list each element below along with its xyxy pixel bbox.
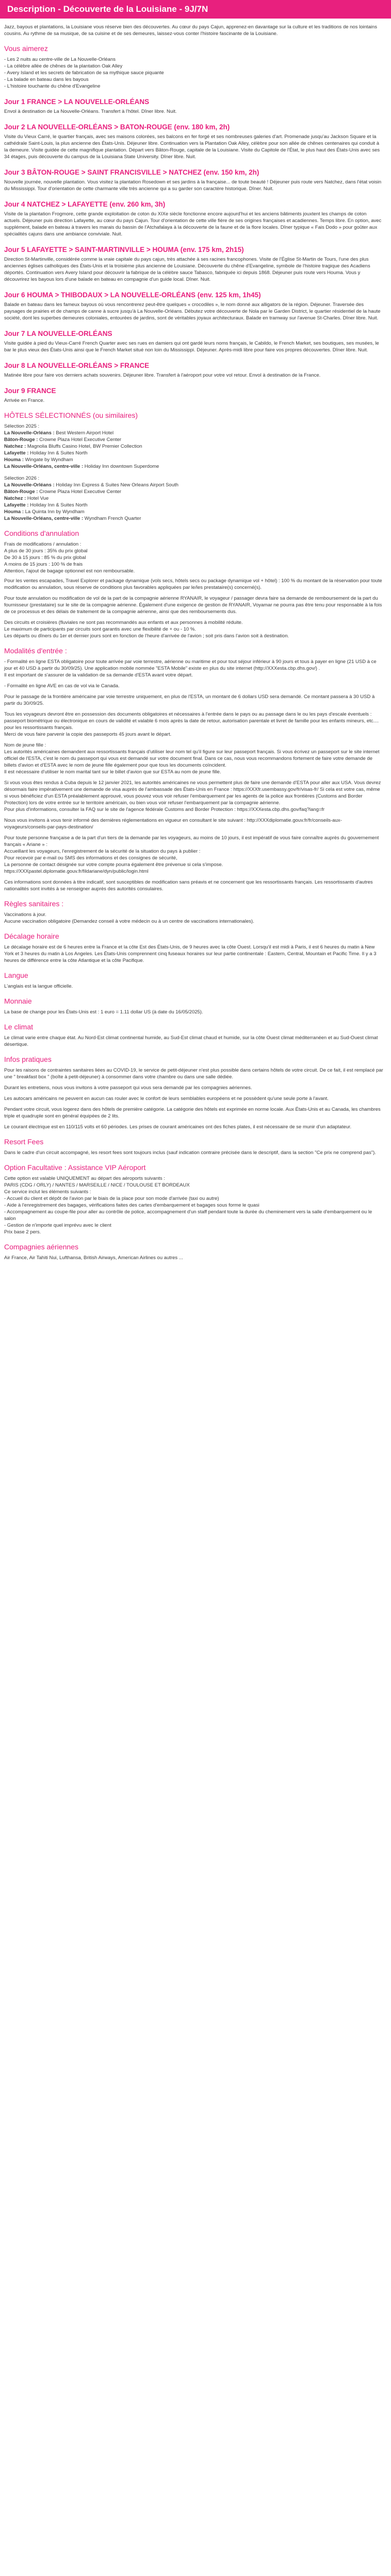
practical-text: Pendant votre circuit, vous logerez dans des hôtels de première catégorie. La catégorie des hôtels est exprimée en norme locale. Aux États-Unis et au Canada, les chambres triple et quadruple sont en général équipées de 2 lits. [4, 1107, 381, 1119]
practical-text: Les autocars américains ne peuvent en aucun cas rouler avec le confort de leurs semblables européens et ne possèdent qu'une seule porte à l'avant. [4, 1096, 329, 1101]
conditions-line: Frais de modifications / annulation : [4, 541, 82, 547]
hotel-city: Bâton-Rouge : [4, 489, 38, 495]
formalities-paragraph: Ces informations sont données à titre indicatif, sont susceptibles de modification sans préavis et ne concernent que les ressortissants français. Les ressortissants d'autres nationalités sont invités à se renseigner auprès des autorités consulaires. [4, 879, 373, 892]
formalities-paragraph: Merci de vous faire parvenir la copie des passeports 45 jours avant le départ. [4, 732, 172, 737]
conditions-body [4, 541, 384, 639]
hotel-name: Holiday Inn downtown Superdome [83, 464, 159, 469]
airlines-title: Compagnies aériennes [4, 1243, 78, 1251]
conditions-line: A plus de 30 jours : 35% du prix global [4, 548, 88, 554]
option-line: - Accueil du client et dépôt de l'avion par le biais de la place pour son mode d'arrivée (taxi ou autre) [4, 1196, 219, 1201]
day-title: Jour 6 HOUMA > THIBODAUX > LA NOUVELLE-ORLÉANS (env. 125 km, 1h45) [4, 291, 261, 299]
spacer [4, 470, 384, 475]
conditions-line: Le maximum de participants par circuits sont garantis avec une flexibilité de + ou - 10 %. [4, 626, 197, 632]
health-text: Vaccinations à jour. [4, 912, 46, 918]
practical-text: Pour les raisons de contraintes sanitaires liées au COVID-19, le service de petit-déjeuner n'est plus possible dans certains hôtels de votre circuit. De ce fait, il est remplacé par une " breakfast box " (boîte à petit-déjeuner) à consommer dans votre chambre ou dans une salle dédiée. [4, 1067, 383, 1080]
formalities-paragraph: - Formalité en ligne AVE en cas de vol via le Canada. [4, 683, 120, 689]
formalities-link[interactable]: https://XXXpastel.diplomatie.gouv.fr/fildariane/dyn/public/login.html [4, 869, 149, 874]
conditions-title: Conditions d'annulation [4, 529, 79, 537]
option-line: Ce service inclut les éléments suivants : [4, 1189, 91, 1195]
currency-title: Monnaie [4, 997, 32, 1005]
hotel-line [4, 436, 384, 443]
formalities-paragraph: Si vous vous êtes rendus à Cuba depuis le 12 janvier 2021, les autorités américaines ne vous permettent plus de faire une demande d'ESTA pour aller aux USA. Vous devrez désormais faire impérativement une demande de visa auprès de l'ambassade des États-Unis en France : https://XXXfr.usembassy.gov/fr/visas-fr/ Si cela est votre cas, même si vous bénéficiez d'un ESTA préalablement approuvé, vous pouvez vous voir refuser l'embarquement par les agents de la police aux frontières (Customs and Border Protection) lors de votre entrée sur le territoire américain, ou bien vous voir refuser l'embarquement par la compagnie aérienne. [4, 780, 381, 806]
hotels-title: HÔTELS SÉLECTIONNÉS (ou similaires) [4, 411, 138, 419]
day-title: Jour 9 FRANCE [4, 387, 56, 395]
hotel-line [4, 488, 384, 495]
formalities-paragraph: - Formalité en ligne ESTA obligatoire pour toute arrivée par voie terrestre, aérienne ou maritime et pour tout séjour inférieur à 90 jours et tous à payer en ligne (21 USD à ce jour et 40 USD à partir du 30/09/25). Une application mobile nommée "ESTA Mobile" existe en plus du site internet (http://XXXesta.cbp.dhs.gov/) . [4, 659, 377, 671]
practical-title: Infos pratiques [4, 1055, 52, 1063]
option-line: - Aide à l'enregistrement des bagages, vérifications faites des cartes d'embarquement et bagages sous forme le quasi [4, 1202, 259, 1208]
hotel-line [4, 482, 384, 488]
formalities-paragraph: La personne de contact désignée sur votre compte pourra également être prévenue si cela s'impose. [4, 862, 223, 868]
hotels-list [4, 423, 384, 522]
hotel-name: Wingate by Wyndham [24, 457, 73, 463]
hotel-city: La Nouvelle-Orléans, centre-ville : [4, 516, 84, 521]
hotel-line [4, 443, 384, 450]
hotel-name: Wyndham French Quarter [83, 516, 141, 521]
hotel-city: Bâton-Rouge : [4, 437, 38, 443]
hotel-line [4, 463, 384, 470]
conditions-paragraph: Pour les ventes escapades, Travel Explorer et package dynamique (vols secs, hôtels secs ou package dynamique vol + hôtel) : 100 % du montant de la réservation pour toute modification ou annulation, sous réserve de conditions plus favorables appliquées par le/les prestataire(s) concerné(s). [4, 578, 382, 590]
content [0, 24, 391, 1261]
conditions-line: A moins de 15 jours : 100 % de frais [4, 562, 83, 567]
day-text: Nouvelle journée, nouvelle plantation. Vous visitez la plantation Rosedown et ses jardins à la française... de toute beauté ! Déjeuner puis route vers Natchez, dans l'état voisin du Mississippi. Tour d'orientation de cette charmante ville très ancienne qui a su garder son caractère historique. Dîner. Nuit. [4, 179, 382, 192]
day-text: Arrivée en France. [4, 398, 45, 403]
highlights-title: Vous aimerez [4, 44, 48, 53]
conditions-line: Les départs ou dîners du 1er et dernier jours sont en fonction de l'heure d'arrivée de l'avion ; soit pris dans l'avion soit à destination. [4, 633, 289, 639]
hotel-city: Houma : [4, 509, 24, 515]
day-title: Jour 5 LAFAYETTE > SAINT-MARTINVILLE > HOUMA (env. 175 km, 2h15) [4, 246, 244, 253]
day-text: Envol à destination de La Nouvelle-Orléans. Transfert à l'hôtel. Dîner libre. Nuit. [4, 109, 177, 114]
option-line: PARIS (CDG / ORLY) / NANTES / MARSEILLE / NICE / TOULOUSE ET BORDEAUX [4, 1182, 190, 1188]
page-title: Description - Découverte de la Louisiane - 9J/7N [0, 0, 391, 19]
hotel-city: Lafayette : [4, 502, 29, 508]
formalities-body [4, 658, 384, 892]
formalities-paragraph: Les autorités américaines demandent aux ressortissants français d'utiliser leur nom tel qu'il figure sur leur passeport français. Si vous écrivez un passeport sur le site internet officiel de l'ESTA, c'est le nom du passeport qui vous est demandé sur votre document final. Dans ce cas, nous vous recommandons fortement de faire votre demande de billets d'avion et d'ESTA avec le nom de jeune fille également pour que tous les documents coïncident. [4, 749, 380, 768]
itinerary [4, 98, 384, 404]
conditions-line: Attention, l'ajout de bagage optionnel est non remboursable. [4, 568, 135, 574]
list-item: - Avery Island et les secrets de fabrication de sa mythique sauce piquante [4, 70, 164, 76]
day-text: Visite guidée à pied du Vieux-Carré French Quarter avec ses rues en damiers qui ont gardé leurs noms français, le Cabildo, le French Market, ses boutiques, ses musées, le bar le plus vieux des États-Unis ainsi que le French Market situé non loin du Mississippi. Déjeuner. Après-midi libre pour faire vos propres découvertes. Dîner libre. Nuit. [4, 341, 379, 353]
hotel-line [4, 456, 384, 463]
list-item: - La balade en bateau dans les bayous [4, 77, 89, 82]
formalities-title: Modalités d'entrée : [4, 647, 67, 655]
hotel-name: Holiday Inn & Suites North [28, 450, 88, 456]
hotel-line [4, 430, 384, 436]
option-body [4, 1175, 384, 1235]
formalities-paragraph: Il est important de s'assurer de la validation de sa demande d'ESTA avant votre départ. [4, 672, 193, 678]
day-text: Direction St-Martinville, considérée comme la vraie capitale du pays cajun, très attachée à ses racines francophones. Visite de l'Église St-Martin de Tours, l'une des plus anciennes églises catholiques des États-Unis et la troisième plus ancienne de Louisiane. Découverte du chêne d'Evangeline, symbole de l'histoire tragique des Acadiens déportés. Continuation vers Avery Island pour découvrir la fabrique de la célèbre sauce Tabasco, fabriquée ici depuis 1868. Déjeuner puis route vers Houma. Vous y découvrirez les bayous lors d'une balade en bateau en compagnie d'un guide local. Dîner. Nuit. [4, 257, 370, 282]
language-text: L'anglais est la langue officielle. [4, 984, 73, 989]
hotel-line [4, 495, 384, 502]
resort-fees-text: Dans le cadre d'un circuit accompagné, les resort fees sont toujours inclus (sauf indication contraire précisée dans le descriptif, dans la section "Ce prix ne comprend pas"). [4, 1150, 376, 1156]
hotel-name: Hotel Vue [26, 496, 49, 501]
hotel-name: Holiday Inn & Suites North [28, 502, 88, 508]
day-text: Balade en bateau dans les fameux bayous où vous rencontrerez peut-être quelques « crocodiles », le nom donné aux alligators de la région. Déjeuner. Traversée des paysages de prairies et de champs de canne à sucre jusqu'à La Nouvelle-Orléans. Débutez votre découverte de Nola par le Garden District, le quartier résidentiel de la haute société, dont les superbes demeures coloniales, entourées de jardins, sont de véritables joyaux architecturaux. Balade en tramway sur l'avenue St-Charles. Dîner libre. Nuit. [4, 302, 381, 321]
option-title: Option Facultative : Assistance VIP Aéroport [4, 1163, 146, 1172]
list-item: - L'histoire touchante du chêne d'Evangeline [4, 83, 101, 89]
hotel-line [4, 450, 384, 456]
airlines-text: Air France, Air Tahiti Nui, Lufthansa, British Airways, American Airlines ou autres ... [4, 1255, 183, 1261]
day-text: Visite du Vieux Carré, le quartier français, avec ses maisons colorées, ses balcons en fer forgé et ses nombreuses galeries d'art. Promenade jusqu'au Jackson Square et la cathédrale Saint-Louis, la plus ancienne des États-Unis. Déjeuner libre. Continuation vers la Plantation Oak Alley, célèbre pour son allée de chênes centenaires qui conduit à la demeure. Visite guidée de cette magnifique plantation. Départ vers Bâton-Rouge, capitale de la Louisiane. Visite du Capitole de l'État, le plus haut des États-Unis avec ses 34 étages, puis découverte du campus de la Louisiana State University. Dîner libre. Nuit. [4, 134, 380, 160]
formalities-paragraph: Pour recevoir par e-mail ou SMS des informations et des consignes de sécurité, [4, 855, 177, 861]
hotel-name: Best Western Airport Hotel [54, 430, 114, 436]
list-item: - Les 2 nuits au centre-ville de La Nouvelle-Orléans [4, 57, 116, 62]
formalities-paragraph: Tous les voyageurs devront être en possession des documents obligatoires et nécessaires à l'entrée dans le pays ou au passage dans le ou les pays d'escale éventuels : passeport biométrique ou électronique en cours de validité et valable 6 mois après la date de retour, autorisation parentale et livret de famille pour les enfants mineurs, etc.... pour les ressortissants français. [4, 711, 379, 731]
hotel-city: La Nouvelle-Orléans : [4, 430, 55, 436]
currency-text: La base de change pour les États-Unis est : 1 euro = 1.11 dollar US (à date du 16/05/2025). [4, 1009, 203, 1015]
conditions-line: De 30 à 15 jours : 85 % du prix global [4, 555, 86, 561]
option-line: - Accompagnement au coupe-file pour aller au contrôle de police, accompagnement d'un staff pendant toute la durée du cheminement vers la salle d'embarquement ou le salon [4, 1209, 372, 1222]
conditions-paragraph: Pour toute annulation ou modification de vol de la part de la compagnie aérienne RYANAIR, le voyageur / passager devra faire sa demande de remboursement de la part du fournisseur (prestataire) sur le site de la compagnie aérienne. Également d'une exigence de gestion de RYANAIR, Voyamar ne pourra pas être tenu pour responsable à la fois de ce processus et des délais de traitement de la compagnie aérienne, ainsi que des remboursements dus. [4, 596, 382, 615]
practical-text: Durant les entretiens, nous vous invitons à votre passeport qui vous sera demandé par les compagnies aériennes. [4, 1085, 252, 1091]
hotel-city: Natchez : [4, 444, 26, 449]
formalities-paragraph: Accueillant les voyageurs, l'enregistrement de la sécurité de la situation du pays à publier : [4, 849, 201, 854]
timezone-text: Le décalage horaire est de 6 heures entre la France et la côte Est des États-Unis, de 9 heures avec la côte Ouest. Lorsqu'il est midi à Paris, il est 6 heures du matin à New York et 3 heures du matin à Los Angeles. Les États-Unis comprennent cinq fuseaux horaires sur leur partie continentale : Eastern, Central, Mountain et Pacific Time. Il y a 3 heures de différence entre la côte Atlantique et la côte Pacifique. [4, 944, 377, 963]
formalities-paragraph: Pour toute personne française a de la part d'un tiers de la demande par les voyageurs, au moins de 10 jours, il est impératif de vous faire connaître auprès du gouvernement français « Ariane » : [4, 835, 379, 848]
formalities-paragraph: Il est nécessaire d'utiliser le nom marital tant sur le billet d'avion que sur ESTA au nom de jeune fille. [4, 769, 221, 775]
language-title: Langue [4, 971, 28, 979]
hotels-group-heading: Sélection 2026 : [4, 476, 40, 481]
option-line: - Gestion de n'importe quel imprévu avec le client [4, 1223, 111, 1228]
day-text: Visite de la plantation Frogmore, cette grande exploitation de coton du XIXe siècle fonctionne encore aujourd'hui et les anciens bâtiments jouxtent les champs de coton actuels. Déjeuner puis direction Lafayette, au cœur du pays Cajun. Tour d'orientation de cette ville fière de ses origines françaises et acadiennes. Temps libre. En option, avec supplément, balade en bateau à travers les marais du bassin de l'Atchafalaya à la découverte de la faune et de la flore locales. Dîner typique « Fais Dodo » pour goûter aux spécialités cajuns dans une ambiance conviviale. Nuit. [4, 211, 382, 237]
formalities-paragraph: Nom de jeune fille : [4, 742, 46, 748]
formalities-paragraph: Pour plus d'informations, consulter la FAQ sur le site de l'agence fédérale Customs and Border Protection : https://XXXesta.cbp.dhs.gov/faq?lang=fr [4, 807, 325, 812]
day-title: Jour 2 LA NOUVELLE-ORLÉANS > BATON-ROUGE (env. 180 km, 2h) [4, 123, 230, 131]
highlights-list [4, 56, 384, 90]
health-text: Aucune vaccination obligatoire (Demandez conseil à votre médecin ou à un centre de vaccinations internationales). [4, 919, 254, 924]
option-line: Cette option est valable UNIQUEMENT au départ des aéroports suivants : [4, 1176, 165, 1181]
hotel-city: Lafayette : [4, 450, 29, 456]
timezone-title: Décalage horaire [4, 932, 59, 940]
conditions-line: Des circuits et croisières (fluviales ne sont pas recommandés aux enfants et aux personnes à mobilité réduite. [4, 620, 243, 625]
hotel-city: Natchez : [4, 496, 26, 501]
hotel-name: Magnolia Bluffs Casino Hotel, BW Premier Collection [26, 444, 142, 449]
health-title: Règles sanitaires : [4, 900, 64, 908]
hotel-name: Holiday Inn Express & Suites New Orleans Airport South [54, 482, 178, 488]
climate-text: Le climat varie entre chaque état. Au Nord-Est climat continental humide, au Sud-Est climat chaud et humide, sur la côte Ouest climat méditerranéen et au Sud-Ouest climat désertique. [4, 1035, 378, 1047]
hotel-city: Houma : [4, 457, 24, 463]
practical-text: Le courant électrique est en 110/115 volts et 60 périodes. Les prises de courant américaines ont des fiches plates, il est nécessaire de se munir d'un adaptateur. [4, 1124, 352, 1130]
climate-title: Le climat [4, 1023, 34, 1031]
hotel-line [4, 509, 384, 515]
day-title: Jour 4 NATCHEZ > LAFAYETTE (env. 260 km, 3h) [4, 200, 166, 208]
day-text: Matinée libre pour faire vos derniers achats souvenirs. Déjeuner libre. Transfert à l'aéroport pour votre vol retour. Envol à destination de la France. [4, 372, 321, 378]
formalities-paragraph: Nous vous invitons à vous tenir informé des dernières réglementations en vigueur en consultant le site suivant : http://XXXdiplomatie.gouv.fr/fr/conseils-aux-voyageurs/conseils-par-pays-destination/ [4, 818, 342, 830]
list-item: - La célèbre allée de chênes de la plantation Oak Alley [4, 63, 123, 69]
hotel-name: Crowne Plaza Hotel Executive Center [38, 437, 122, 443]
hotel-name: La Quinta Inn by Wyndham [24, 509, 85, 515]
hotel-city: La Nouvelle-Orléans : [4, 482, 55, 488]
hotel-line [4, 502, 384, 509]
day-title: Jour 1 FRANCE > LA NOUVELLE-ORLÉANS [4, 98, 150, 106]
day-title: Jour 8 LA NOUVELLE-ORLÉANS > FRANCE [4, 362, 150, 369]
hotels-group-heading: Sélection 2025 : [4, 423, 40, 429]
intro-text: Jazz, bayous et plantations, la Louisiane vous réserve bien des découvertes. Au cœur du pays Cajun, apprenez-en davantage sur la culture et les traditions de nos lointains cousins. Au rythme de sa musique, de sa cuisine et de ses demeures, laissez-vous conter l'histoire fascinante de la Louisiane. [4, 24, 377, 37]
hotel-name: Crowne Plaza Hotel Executive Center [38, 489, 122, 495]
day-title: Jour 3 BÂTON-ROUGE > SAINT FRANCISVILLE > NATCHEZ (env. 150 km, 2h) [4, 168, 259, 176]
resort-fees-title: Resort Fees [4, 1138, 44, 1146]
day-title: Jour 7 LA NOUVELLE-ORLÉANS [4, 330, 112, 337]
formalities-paragraph: Pour le passage de la frontière américaine par voie terrestre uniquement, en plus de l'ESTA, un montant de 6 dollars USD sera demandé. Ce montant passera à 30 USD à partir du 30/09/25. [4, 694, 375, 706]
option-line: Prix base 2 pers. [4, 1229, 41, 1235]
hotel-line [4, 515, 384, 522]
hotel-city: La Nouvelle-Orléans, centre-ville : [4, 464, 84, 469]
